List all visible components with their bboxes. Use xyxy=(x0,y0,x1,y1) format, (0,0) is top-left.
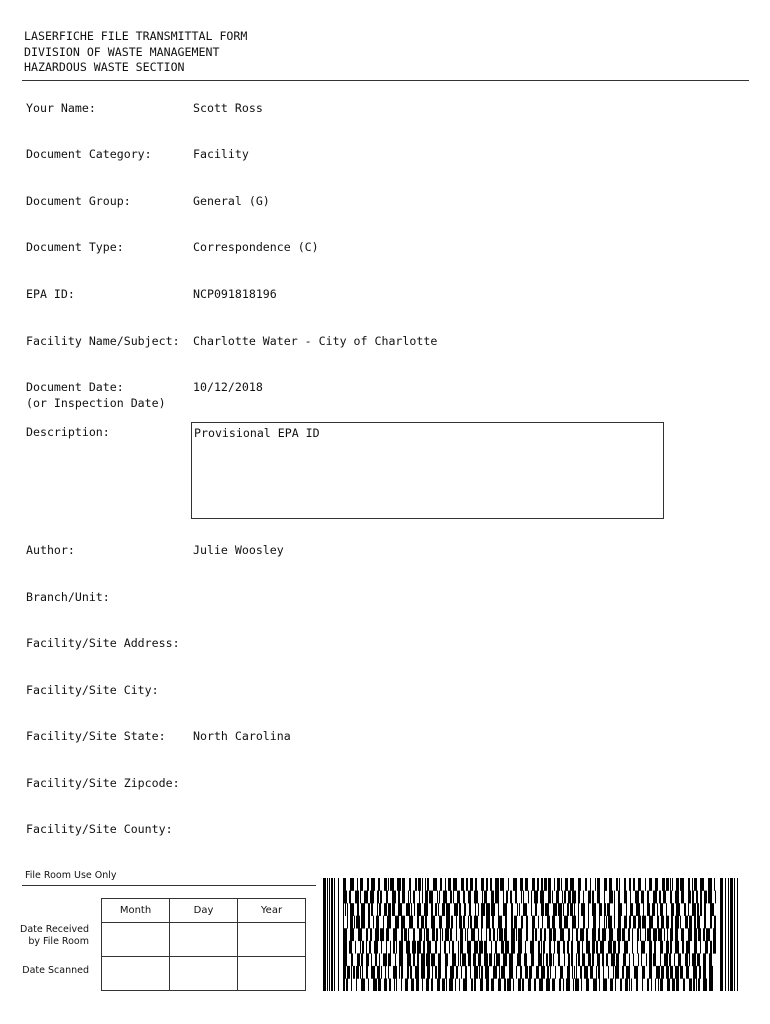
description-label: Description: xyxy=(26,425,110,439)
document-group-label: Document Group: xyxy=(26,194,131,208)
document-type-label: Document Type: xyxy=(26,240,124,254)
date-received-label-line2: by File Room xyxy=(28,936,89,947)
branch-unit-label: Branch/Unit: xyxy=(26,590,110,604)
file-room-divider xyxy=(22,885,316,886)
epa-id-value: NCP091818196 xyxy=(193,287,277,301)
document-type-value: Correspondence (C) xyxy=(193,240,319,254)
file-room-table xyxy=(101,898,306,991)
document-date-label-line1: Document Date: xyxy=(26,380,124,394)
date-received-year-cell xyxy=(238,923,306,957)
document-date-label xyxy=(26,380,166,411)
description-value: Provisional EPA ID xyxy=(194,426,320,440)
description-box xyxy=(191,422,664,519)
author-value: Julie Woosley xyxy=(193,543,284,557)
header-division: DIVISION OF WASTE MANAGEMENT xyxy=(24,44,220,59)
epa-id-label: EPA ID: xyxy=(26,287,75,301)
date-received-day-cell xyxy=(170,923,238,957)
facility-name-label: Facility Name/Subject: xyxy=(26,334,180,348)
month-column-header: Month xyxy=(102,899,170,923)
date-received-row xyxy=(102,923,306,957)
file-room-title: File Room Use Only xyxy=(25,870,117,881)
your-name-value: Scott Ross xyxy=(193,101,263,115)
date-scanned-month-cell xyxy=(102,957,170,991)
form-header xyxy=(24,29,247,76)
date-received-label xyxy=(20,924,89,948)
site-state-label: Facility/Site State: xyxy=(26,729,166,743)
author-label: Author: xyxy=(26,543,75,557)
barcode-icon xyxy=(323,878,738,991)
document-category-label: Document Category: xyxy=(26,147,152,161)
file-room-header-row xyxy=(102,899,306,923)
site-city-label: Facility/Site City: xyxy=(26,683,159,697)
document-group-value: General (G) xyxy=(193,194,270,208)
site-zipcode-label: Facility/Site Zipcode: xyxy=(26,776,180,790)
header-section: HAZARDOUS WASTE SECTION xyxy=(24,60,185,74)
date-scanned-row xyxy=(102,957,306,991)
year-column-header: Year xyxy=(238,899,306,923)
site-state-value: North Carolina xyxy=(193,729,291,743)
date-received-month-cell xyxy=(102,923,170,957)
site-address-label: Facility/Site Address: xyxy=(26,636,180,650)
site-county-label: Facility/Site County: xyxy=(26,822,173,836)
document-date-value: 10/12/2018 xyxy=(193,380,263,394)
day-column-header: Day xyxy=(170,899,238,923)
document-category-value: Facility xyxy=(193,147,249,161)
header-title: LASERFICHE FILE TRANSMITTAL FORM xyxy=(24,29,248,43)
facility-name-value: Charlotte Water - City of Charlotte xyxy=(193,334,438,348)
header-divider xyxy=(22,80,749,81)
date-scanned-day-cell xyxy=(170,957,238,991)
document-date-label-line2: (or Inspection Date) xyxy=(26,395,166,410)
date-scanned-year-cell xyxy=(238,957,306,991)
your-name-label: Your Name: xyxy=(26,101,96,115)
date-scanned-label: Date Scanned xyxy=(22,965,89,976)
date-received-label-line1: Date Received xyxy=(20,924,89,935)
